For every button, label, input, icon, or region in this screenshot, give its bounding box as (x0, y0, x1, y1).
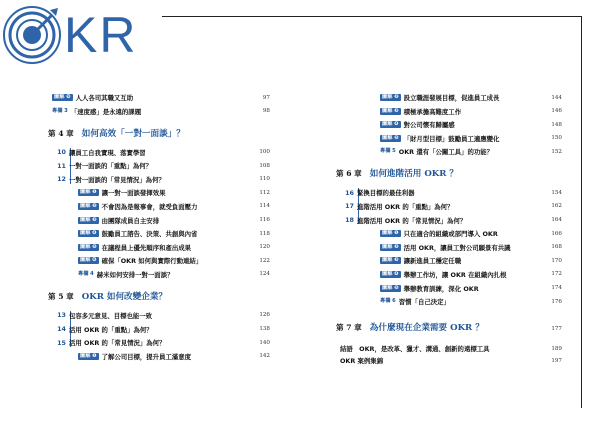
toc-row[interactable] (78, 187, 270, 198)
toc-row[interactable] (380, 228, 562, 239)
toc-title: 結語 OKR，是改革、獵才、溝通、創新的遠標工具 (340, 345, 490, 354)
toc-row[interactable] (380, 106, 562, 117)
page-number: 97 (262, 94, 270, 101)
chapter-heading[interactable] (48, 290, 270, 302)
toc-row[interactable] (52, 92, 270, 103)
page-number: 162 (551, 203, 562, 210)
toc-right-column (336, 92, 562, 367)
page-number: 108 (259, 162, 270, 169)
toc-row[interactable] (340, 187, 562, 198)
logo-text: KR (64, 7, 138, 63)
toc-row[interactable] (380, 255, 562, 266)
chapter-title: OKR 如何改變企業？ (81, 291, 168, 302)
toc-row[interactable] (52, 324, 270, 335)
page-number: 142 (259, 353, 270, 360)
toc-title: 了解公司目標，提升員工滿意度 (101, 352, 192, 361)
concept-tag: 圖解 ❷ (80, 202, 97, 209)
toc-row[interactable] (380, 269, 562, 280)
toc-title: 讓新進員工穩定任職 (403, 257, 462, 266)
section-number: 11 (57, 161, 66, 170)
section-number: 14 (57, 325, 66, 334)
page-number: 118 (259, 230, 270, 237)
chapter-number: 第 4 章 (48, 128, 74, 138)
page-number: 112 (259, 189, 270, 196)
chapter-number: 第 7 章 (336, 323, 362, 333)
toc-title: 「速度感」是永遠的課題 (70, 107, 142, 116)
concept-tag: 圖解 ❺ (382, 134, 399, 141)
page-number: 170 (551, 257, 562, 264)
toc-title: 由團隊成員自主安排 (101, 216, 160, 225)
toc-title: 進階活用 OKR 的「重點」為何？ (357, 202, 454, 211)
concept-tag: 圖解 ❻ (80, 257, 97, 264)
page-number: 100 (259, 149, 270, 156)
toc-row[interactable] (380, 242, 562, 253)
page-number: 168 (551, 244, 562, 251)
toc-title: 活用 OKR 的「常見情況」為何？ (69, 339, 166, 348)
section-number: 16 (345, 188, 354, 197)
column-tag: 專欄 4 (78, 270, 94, 277)
page-number: 166 (551, 230, 562, 237)
concept-tag: 圖解 ❺ (80, 243, 97, 250)
chapter-heading[interactable] (48, 127, 270, 139)
concept-tag: 圖解 ❹ (382, 270, 399, 277)
toc-row[interactable] (52, 160, 270, 171)
toc-row[interactable] (340, 343, 562, 354)
toc-title: 包容多元意見、目標也能一致 (69, 311, 153, 320)
toc-title: 活用 OKR，讓員工對公司願景有共識 (403, 243, 511, 252)
toc-title: 讓一對一面談發揮效果 (101, 189, 166, 198)
section-number: 15 (57, 338, 66, 347)
concept-tag: 圖解 ❶ (80, 189, 97, 196)
page-number: 172 (551, 271, 562, 278)
concept-tag: 圖解 ❷ (382, 94, 399, 100)
toc-title: 習慣「自己決定」 (398, 298, 450, 307)
toc-row[interactable] (380, 119, 562, 130)
section-number: 18 (345, 216, 354, 225)
page-number: 122 (259, 257, 270, 264)
okr-logo (2, 2, 162, 68)
toc-row[interactable] (380, 296, 562, 307)
toc-row[interactable] (78, 351, 270, 362)
chapter-title: 如何進階活用 OKR ？ (369, 169, 459, 180)
column-tag: 專欄 5 (380, 148, 396, 155)
chapter-title: 如何高效「一對一面談」？ (81, 128, 185, 139)
concept-tag: 圖解 ❺ (382, 284, 399, 291)
toc-title: OKR 還有「公關工具」的功能？ (398, 148, 494, 157)
toc-row[interactable] (52, 310, 270, 321)
chapter-number: 第 6 章 (336, 169, 362, 179)
toc-row[interactable] (380, 146, 562, 157)
toc-title: 在議程員上優先順序和產出成果 (101, 243, 192, 252)
toc-title: 進階活用 OKR 的「常見情況」為何？ (357, 216, 467, 225)
page-number: 120 (259, 244, 270, 251)
concept-tag: 圖解 ❶ (382, 230, 399, 237)
toc-row[interactable] (52, 147, 270, 158)
toc-title: 鼓勵員工諮告、決策、共創與內省 (101, 230, 198, 239)
toc-row[interactable] (78, 242, 270, 253)
concept-tag: 圖解 ❹ (80, 230, 97, 237)
column-tag: 專欄 6 (380, 298, 396, 305)
toc-title: 只在適合的組織或部門導入 OKR (403, 230, 498, 239)
toc-left-column (48, 92, 270, 364)
toc-title: 設立職涯發展目標，促進員工成長 (403, 94, 500, 102)
page-number: 126 (259, 312, 270, 319)
chapter-heading[interactable] (336, 321, 562, 333)
toc-title: 赫米如何安排一對一面談？ (96, 270, 174, 279)
page-number: 177 (551, 326, 562, 333)
toc-title: 不會因為是報事會，就受負面壓力 (101, 202, 198, 211)
section-number: 13 (57, 311, 66, 320)
toc-title: 緊換目標的最佳利器 (357, 189, 415, 198)
toc-row[interactable] (78, 228, 270, 239)
toc-row[interactable] (78, 255, 270, 266)
page-number: 154 (551, 189, 562, 196)
page-number: 110 (259, 176, 270, 183)
top-divider (162, 16, 582, 17)
page-number: 144 (551, 94, 562, 101)
concept-tag: 圖解 ❶ (80, 352, 97, 359)
concept-tag: 圖解 ❹ (382, 121, 399, 128)
toc-row[interactable] (78, 215, 270, 226)
toc-row[interactable] (380, 92, 562, 103)
page-number: 138 (259, 326, 270, 333)
toc-row[interactable] (340, 201, 562, 212)
page-number: 124 (259, 271, 270, 278)
page-number: 140 (259, 339, 270, 346)
toc-title: 人人各司其職又互助 (75, 94, 134, 102)
page-number: 114 (259, 203, 270, 210)
page-number: 150 (551, 135, 562, 142)
toc-row[interactable] (52, 106, 270, 117)
toc-row[interactable] (78, 269, 270, 280)
concept-tag: 圖解 ❸ (382, 257, 399, 264)
page-number: 189 (551, 345, 562, 352)
chapter-heading[interactable] (336, 167, 562, 179)
toc-title: 積極承擔高難度工作 (403, 107, 462, 116)
toc-title: 活用 OKR 的「重點」為何？ (69, 325, 153, 334)
toc-title: OKR 案例集錦 (340, 357, 384, 366)
toc-row[interactable] (52, 337, 270, 348)
page-number: 148 (551, 121, 562, 128)
page-number: 197 (551, 357, 562, 364)
section-number: 10 (57, 148, 66, 157)
toc-title: 讓員工自我實現、落實學習 (69, 148, 146, 157)
section-number: 12 (57, 175, 66, 184)
toc-row[interactable] (380, 133, 562, 144)
toc-row[interactable] (380, 283, 562, 294)
section-number: 17 (345, 202, 354, 211)
concept-tag: 圖解 ❸ (80, 216, 97, 223)
toc-row[interactable] (340, 355, 562, 366)
toc-row[interactable] (78, 201, 270, 212)
toc-title: 舉辦教育訓練，深化 OKR (403, 284, 479, 293)
toc-row[interactable] (52, 174, 270, 185)
column-tag: 專欄 3 (52, 107, 68, 114)
page-number: 176 (551, 298, 562, 305)
toc-title: 確保「OKR 如何與實際行動連結」 (101, 257, 203, 266)
chapter-number: 第 5 章 (48, 291, 74, 301)
page-number: 152 (551, 148, 562, 155)
toc-title: 對公司懷有歸屬感 (403, 121, 455, 130)
concept-tag: 圖解 ❸ (382, 107, 399, 114)
page-number: 174 (551, 285, 562, 292)
right-divider (581, 16, 582, 408)
concept-tag: 圖解 ❷ (382, 243, 399, 250)
concept-tag: 圖解 ❾ (54, 94, 71, 100)
toc-title: 「財月型目標」鼓勵員工適應變化 (403, 134, 500, 143)
page-number: 146 (551, 108, 562, 115)
chapter-title: 為什麼現在企業需要 OKR ？ (369, 323, 484, 334)
toc-title: 一對一面談的「常見情況」為何？ (69, 175, 165, 184)
page-number: 164 (551, 217, 562, 224)
page-number: 98 (262, 108, 270, 115)
page-number: 116 (259, 217, 270, 224)
toc-title: 一對一面談的「重點」為何？ (69, 162, 153, 171)
toc-title: 舉辦工作坊，讓 OKR 在組織內扎根 (403, 270, 507, 279)
toc-row[interactable] (340, 215, 562, 226)
